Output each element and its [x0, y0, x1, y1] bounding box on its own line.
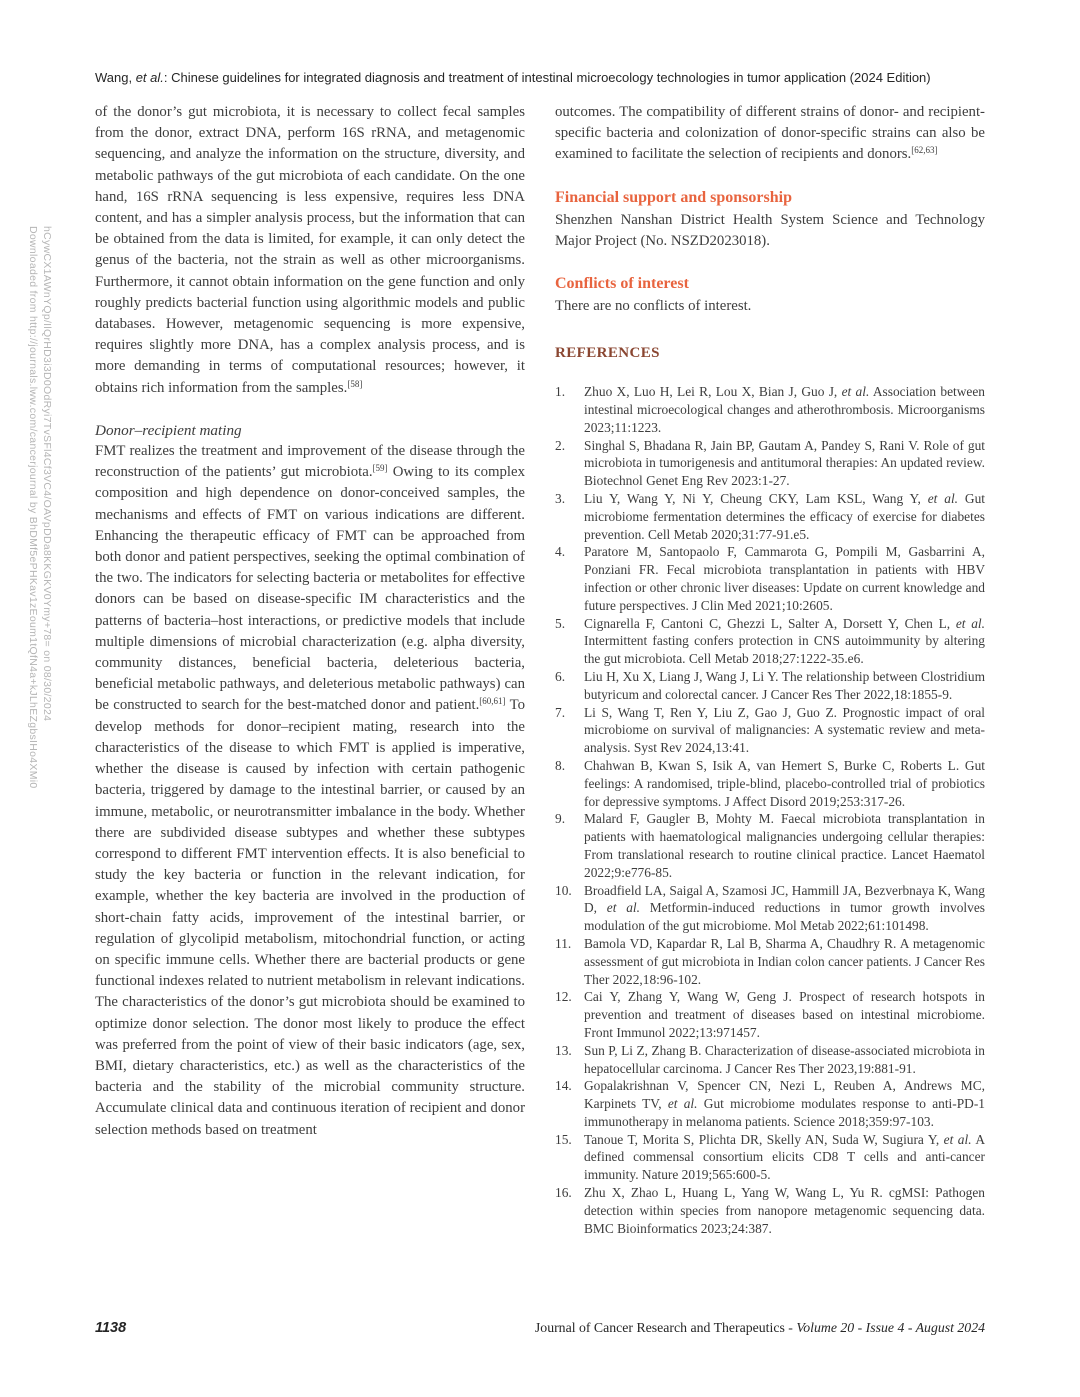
reference-text: Paratore M, Santopaolo F, Cammarota G, Pompili M, Gasbarrini A, Ponziani FR. Fecal microbiota transplantation in patients with HBV infection or other chronic liver diseases: Update on current knowledge and future perspectives. J Clin Med 2021;10:2605. — [584, 544, 985, 613]
reference-number: 1. — [555, 384, 566, 400]
body-paragraph-outcomes: outcomes. The compatibility of different strains of donor- and recipient-specific bacteria and colonization of donor-specific strains can also be examined to facilitate the selection of recipients and donors.[62,63] — [555, 104, 985, 163]
download-watermark — [26, 226, 54, 789]
reference-text: Broadfield LA, Saigal A, Szamosi JC, Hammill JA, Bezverbnaya K, Wang D, et al. Metformin-induced reductions in tumor growth involves modulation of the gut microbiome. Mol Metab 2022;61:101498. — [584, 882, 985, 934]
running-header: Wang, et al.: Chinese guidelines for integrated diagnosis and treatment of intestinal microecology technologies in tumor application (2024 Edition) — [95, 70, 931, 85]
reference-number: 11. — [555, 935, 572, 951]
reference-number: 12. — [555, 989, 572, 1005]
reference-item — [555, 1077, 985, 1130]
reference-text: Tanoue T, Morita S, Plichta DR, Skelly AN, Suda W, Sugiura Y, et al. A defined commensal consortium elicits CD8 T cells and anti-cancer immunity. Nature 2019;565:600-5. — [584, 1131, 985, 1183]
reference-item — [555, 1131, 985, 1184]
page-footer — [95, 1320, 985, 1336]
journal-citation — [535, 1320, 985, 1336]
reference-item — [555, 757, 985, 810]
reference-number: 2. — [555, 437, 566, 453]
reference-number: 5. — [555, 615, 566, 631]
reference-number: 4. — [555, 544, 566, 560]
reference-item — [555, 882, 985, 935]
reference-number: 13. — [555, 1042, 572, 1058]
reference-number: 8. — [555, 757, 566, 773]
reference-item — [555, 383, 985, 436]
download-watermark-line1: Downloaded from http://journals.lww.com/cancerjournal by BhDMf5ePHKav1zEoum1tQfN4a+kJLhEZgbsIHo4XMi0 — [27, 226, 39, 789]
journal-issue-info: - Volume 20 - Issue 4 - August 2024 — [784, 1320, 985, 1335]
subsection-heading-donor-recipient-mating: Donor–recipient mating — [95, 421, 242, 439]
reference-text: Liu Y, Wang Y, Ni Y, Cheung CKY, Lam KSL, Wang Y, et al. Gut microbiome fermentation determines the efficacy of exercise for diabetes prevention. Cell Metab 2020;31:77-91.e5. — [584, 491, 985, 542]
body-paragraph-fmt: FMT realizes the treatment and improvement of the disease through the reconstruction of the patients’ gut microbiota.[59] Owing to its complex composition and high dependence on donor-conceived samples, the mechanisms and effects of FMT on various indications are different. Enhancing the therapeutic efficacy of FMT can be approached from both donor and patient perspectives, seeking the optimal combination of the two. The indicators for selecting bacteria or metabolites for effective donors can be based on disease-specific IM characteristics and the patterns of bacteria–host interactions, or predictive models that include multiple dimensions of microbial characterization (e.g. alpha diversity, community distances, beneficial bacteria, deleterious bacteria, beneficial metabolic pathways, and deleterious metabolic pathways) can be constructed to search for the best-matched donor and patient.[60,61] To develop methods for donor–recipient mating, research into the characteristics of the disease to which FMT is applied is imperative, whether the disease is caused by infection with certain pathogenic bacteria, triggered by damage to the intestinal barrier, or caused by an immune, metabolic, or neurotransmitter imbalance in the body. Whether there are subdivided disease subtypes and whether these subtypes correspond to different FMT intervention effects. It is also beneficial to study the key bacteria or function in the relevant indication, for example, whether the key bacteria are involved in the production of short-chain fatty acids, improvement of the intestinal barrier, or regulation of glycolipid metabolism, mitochondrial function, or acting on specific immune cells. Whether there are bacterial products or gene functional indexes related to nutrient metabolism in relevant indications. The characteristics of the donor’s gut microbiota should be examined to optimize donor selection. The donor most likely to produce the effect was preferred from the point of view of their basic indicators (age, sex, BMI, dietary characteristics, etc.) as well as the characteristics of the bacteria and the stability of the microbial community structure. Accumulate clinical data and continuous iteration of recipient and donor selection methods based on treatment — [95, 443, 525, 1138]
heading-financial-support: Financial support and sponsorship — [555, 188, 792, 206]
reference-number: 10. — [555, 882, 572, 898]
reference-text: Sun P, Li Z, Zhang B. Characterization of disease-associated microbiota in hepatocellular carcinoma. J Cancer Res Ther 2023,19:881-91. — [584, 1042, 985, 1076]
reference-text: Cignarella F, Cantoni C, Ghezzi L, Salter A, Dorsett Y, Chen L, et al. Intermittent fasting confers protection in CNS autoimmunity by altering the gut microbiota. Cell Metab 2018;27:1222-35.e6. — [584, 615, 985, 667]
reference-item — [555, 490, 985, 543]
reference-number: 9. — [555, 811, 566, 827]
reference-item — [555, 543, 985, 614]
reference-number: 3. — [555, 491, 566, 506]
reference-text: Gopalakrishnan V, Spencer CN, Nezi L, Reuben A, Andrews MC, Karpinets TV, et al. Gut microbiome modulates response to anti-PD-1 immunotherapy in melanoma patients. Science 2018;359:97-103. — [584, 1078, 986, 1129]
financial-support-text: Shenzhen Nanshan District Health System Science and Technology Major Project (No. NSZD2023018). — [555, 211, 985, 249]
citation-superscript: [58] — [347, 378, 363, 389]
citation-superscript: [62,63] — [911, 145, 938, 156]
citation-superscript: [60,61] — [479, 696, 506, 707]
journal-page — [95, 0, 985, 1237]
reference-number: 14. — [555, 1078, 572, 1094]
citation-superscript: [59] — [372, 463, 388, 474]
references-list — [555, 383, 985, 1237]
reference-item — [555, 935, 985, 988]
body-paragraph-continued: of the donor’s gut microbiota, it is necessary to collect fecal samples from the donor, extract DNA, perform 16S rRNA, and metagenomic sequencing, and analyze the information on the structure, diversity, and metabolic pathways of the gut microbiota of each candidate. On the one hand, 16S rRNA sequencing is less expensive, requires less DNA content, and has a simpler analysis process, but the information that can be obtained from the data is limited, for example, it can only detect the genus of the bacteria, not the strain as well as other microorganisms. Furthermore, it cannot obtain information on the gene function and only roughly predicts bacterial function using algorithmic models and public databases. However, metagenomic sequencing is more expensive, requires slightly more DNA, has a complex analysis process, and is more demanding in terms of computational resources; however, it obtains rich information from the samples.[58] — [95, 104, 525, 396]
reference-text: Li S, Wang T, Ren Y, Liu Z, Gao J, Guo Z. Prognostic impact of oral microbiome on survival of malignancies: A systematic review and meta-analysis. Syst Rev 2024,13:41. — [584, 704, 985, 756]
reference-item — [555, 1042, 985, 1078]
heading-references: REFERENCES — [555, 345, 660, 362]
conflicts-of-interest-text: There are no conflicts of interest. — [555, 298, 752, 315]
reference-number: 16. — [555, 1185, 572, 1201]
reference-item — [555, 988, 985, 1041]
download-watermark-line2: hCywCX1AWnYQp/IlQrHD3i3D0OdRyi7TvSFl4Cf3VC4/OAVpDDa8KKGKV0Ymy+78= on 08/30/2024 — [41, 226, 53, 722]
reference-number: 15. — [555, 1131, 572, 1147]
page-number: 1138 — [95, 1320, 127, 1336]
reference-text: Bamola VD, Kapardar R, Lal B, Sharma A, Chaudhry R. A metagenomic assessment of gut microbiota in Indian colon cancer patients. J Cancer Res Ther 2022,18:96-102. — [584, 935, 985, 987]
reference-text: Cai Y, Zhang Y, Wang W, Geng J. Prospect of research hotspots in prevention and treatment of diseases based on intestinal microbiome. Front Immunol 2022;13:971457. — [584, 989, 985, 1040]
reference-item — [555, 810, 985, 881]
reference-item — [555, 704, 985, 757]
reference-text: Malard F, Gaugler B, Mohty M. Faecal microbiota transplantation in patients with haematological malignancies undergoing cellular therapies: From translational research to routine clinical practice. Lancet Haematol 2022;9:e776-85. — [584, 811, 985, 880]
left-column — [95, 102, 525, 1237]
reference-text: Liu H, Xu X, Liang J, Wang J, Li Y. The relationship between Clostridium butyricum and colorectal cancer. J Cancer Res Ther 2022,18:1855-9. — [584, 668, 985, 702]
right-column — [555, 102, 985, 1237]
reference-text: Chahwan B, Kwan S, Isik A, van Hemert S, Burke C, Roberts L. Gut feelings: A randomised, triple-blind, placebo-controlled trial of probiotics for depressive symptoms. J Affect Disord 2019;253:317-26. — [584, 757, 985, 809]
reference-item — [555, 437, 985, 490]
reference-text: Singhal S, Bhadana R, Jain BP, Gautam A, Pandey S, Rani V. Role of gut microbiota in tumorigenesis and antitumoral therapies: An updated review. Biotechnol Genet Eng Rev 2023:1-27. — [584, 437, 985, 489]
reference-text: Zhuo X, Luo H, Lei R, Lou X, Bian J, Guo J, et al. Association between intestinal microecological changes and atherothrombosis. Microorganisms 2023;11:1223. — [584, 384, 985, 435]
reference-item — [555, 668, 985, 704]
two-column-layout — [95, 102, 985, 1237]
journal-name: Journal of Cancer Research and Therapeutics — [534, 1320, 785, 1335]
reference-number: 7. — [555, 704, 566, 720]
reference-item — [555, 615, 985, 668]
reference-number: 6. — [555, 668, 566, 684]
reference-item — [555, 1184, 985, 1237]
heading-conflicts-of-interest: Conflicts of interest — [555, 275, 689, 293]
reference-text: Zhu X, Zhao L, Huang L, Yang W, Wang L, Yu R. cgMSI: Pathogen detection within species from nanopore metagenomic sequencing data. BMC Bioinformatics 2023;24:387. — [584, 1185, 985, 1236]
